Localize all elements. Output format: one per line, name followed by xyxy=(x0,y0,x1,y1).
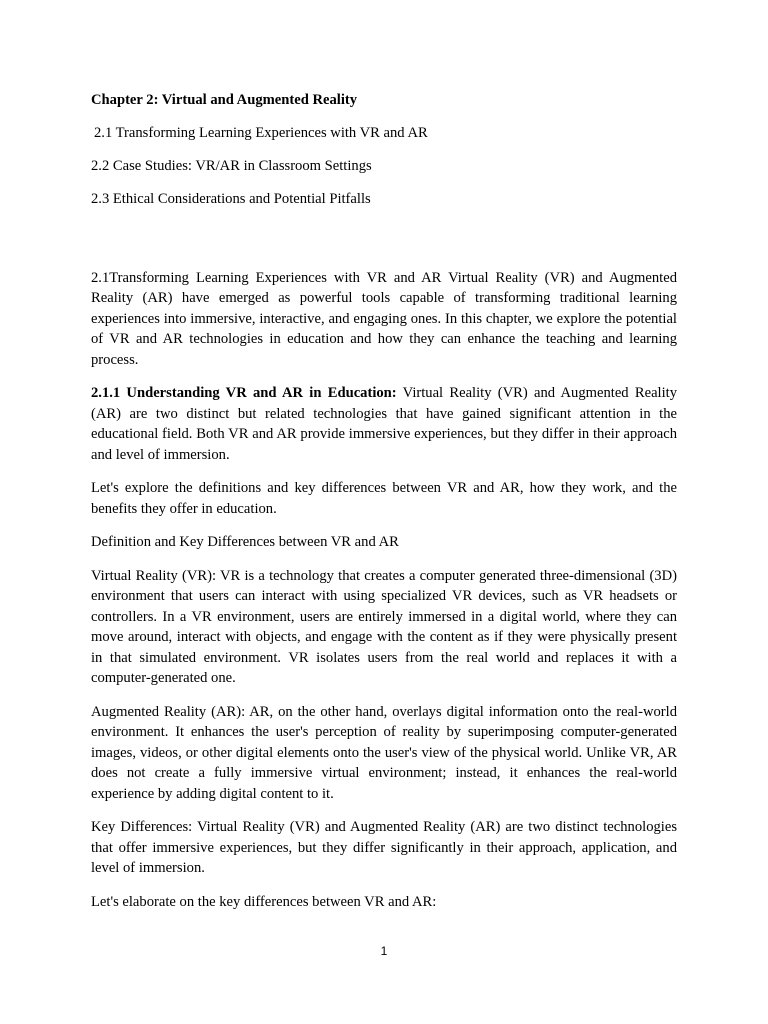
elaborate-paragraph: Let's elaborate on the key differences between VR and AR: xyxy=(91,893,437,910)
definition-heading: Definition and Key Differences between VR and AR xyxy=(91,534,399,550)
understanding-paragraph xyxy=(91,383,677,465)
understanding-body: Virtual Reality (VR) and Augmented Reality (AR) are two distinct but related technologies that have gained significant attention in the educational field. Both VR and AR provide immersive experiences, but they differ in their approach and level of immersion. xyxy=(91,385,678,463)
key-differences-paragraph: Key Differences: Virtual Reality (VR) and Augmented Reality (AR) are two distinct technologies that offer immersive experiences, but they differ significantly in their approach, application, and level of immersion. xyxy=(91,819,677,876)
ar-paragraph: Augmented Reality (AR): AR, on the other hand, overlays digital information onto the real-world environment. It enhances the user's perception of reality by superimposing computer-generated images, videos, or other digital elements onto the user's view of the physical world. Unlike VR, AR does not create a fully immersive virtual environment; instead, it enhances the real-world experience by adding digital content to it. xyxy=(91,703,677,802)
toc-item-2-3: 2.3 Ethical Considerations and Potential Pitfalls xyxy=(91,190,371,207)
intro-paragraph: 2.1Transforming Learning Experiences with VR and AR Virtual Reality (VR) and Augmented Reality (AR) have emerged as powerful tools capable of transforming traditional learning experiences into immersive, interactive, and engaging ones. In this chapter, we explore the potential of VR and AR technologies in education and how they can enhance the teaching and learning process. xyxy=(91,269,677,368)
explore-paragraph: Let's explore the definitions and key differences between VR and AR, how they work, and the benefits they offer in education. xyxy=(91,480,677,517)
toc-item-2-1: 2.1 Transforming Learning Experiences with VR and AR xyxy=(94,124,428,141)
chapter-title: Chapter 2: Virtual and Augmented Reality xyxy=(91,92,358,108)
vr-paragraph: Virtual Reality (VR): VR is a technology that creates a computer generated three-dimensional (3D) environment that users can interact with using specialized VR devices, such as VR headsets or controllers. In a VR environment, users are entirely immersed in a digital world, where they can move around, interact with objects, and engage with the content as if they were physically present in that simulated environment. VR isolates users from the real world and replaces it with a computer-generated one. xyxy=(91,567,677,686)
understanding-heading: 2.1.1 Understanding VR and AR in Education: xyxy=(91,385,397,401)
document-page xyxy=(91,90,677,925)
page-number: 1 xyxy=(380,944,388,958)
section-spacer xyxy=(91,222,677,268)
toc-item-2-2: 2.2 Case Studies: VR/AR in Classroom Settings xyxy=(91,157,372,174)
